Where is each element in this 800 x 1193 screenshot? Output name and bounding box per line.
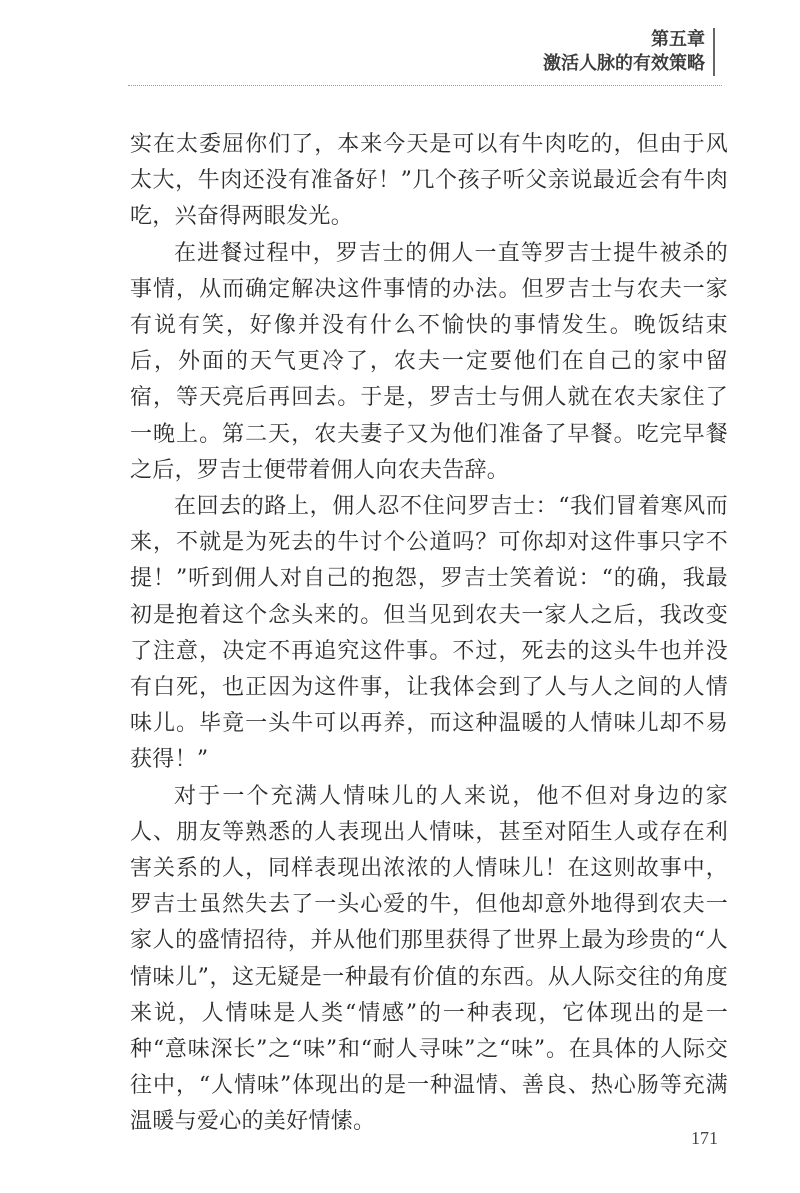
running-header xyxy=(543,28,715,76)
page-number: 171 xyxy=(691,1128,718,1148)
paragraph-3: 在回去的路上，佣人忍不住问罗吉士：“我们冒着寒风而来，不就是为死去的牛讨个公道吗？可你却对这件事只字不提！”听到佣人对自己的抱怨，罗吉士笑着说：“的确，我最初是抱着这个念头来的。但当见到农夫一家人之后，我改变了注意，决定不再追究这件事。不过，死去的这头牛也并没有白死，也正因为这件事，让我体会到了人与人之间的人情味儿。毕竟一头牛可以再养，而这种温暖的人情味儿却不易获得！” xyxy=(130,494,728,773)
paragraph-4: 对于一个充满人情味儿的人来说，他不但对身边的家人、朋友等熟悉的人表现出人情味，甚至对陌生人或存在利害关系的人，同样表现出浓浓的人情味儿！在这则故事中，罗吉士虽然失去了一头心爱的牛，但他却意外地得到农夫一家人的盛情招待，并从他们那里获得了世界上最为珍贵的“人情味儿”，这无疑是一种最有价值的东西。从人际交往的角度来说，人情味是人类“情感”的一种表现，它体现出的是一种“意味深长”之“味”和“耐人寻味”之“味”。在具体的人际交往中，“人情味”体现出的是一种温情、善良、热心肠等充满温暖与爱心的美好情愫。 xyxy=(130,783,728,1135)
chapter-label: 第五章 xyxy=(651,29,705,50)
chapter-title: 激活人脉的有效策略 xyxy=(543,53,705,74)
paragraph-1: 实在太委屈你们了，本来今天是可以有牛肉吃的，但由于风太大，牛肉还没有准备好！”几个孩子听父亲说最近会有牛肉吃，兴奋得两眼发光。 xyxy=(130,132,728,230)
header-divider xyxy=(128,85,722,86)
paragraph-2: 在进餐过程中，罗吉士的佣人一直等罗吉士提牛被杀的事情，从而确定解决这件事情的办法。但罗吉士与农夫一家有说有笑，好像并没有什么不愉快的事情发生。晚饭结束后，外面的天气更冷了，农夫一定要他们在自己的家中留宿，等天亮后再回去。于是，罗吉士与佣人就在农夫家住了一晚上。第二天，农夫妻子又为他们准备了早餐。吃完早餐之后，罗吉士便带着佣人向农夫告辞。 xyxy=(130,240,728,483)
body-text xyxy=(130,127,728,1141)
